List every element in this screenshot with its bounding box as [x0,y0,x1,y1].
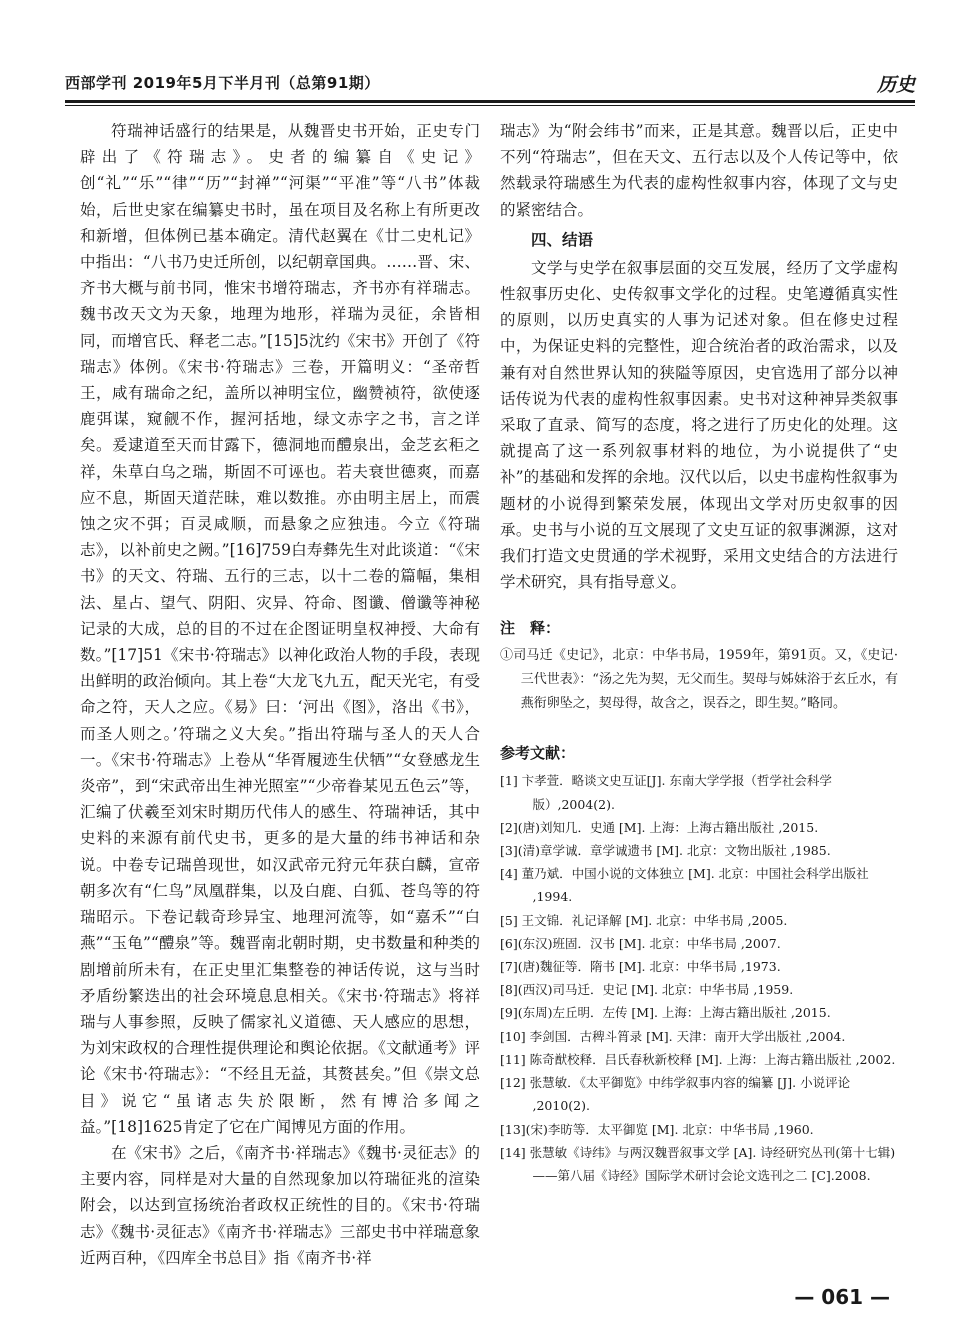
body-paragraph: 符瑞神话盛行的结果是，从魏晋史书开始，正史专门辟出了《符瑞志》。史者的编纂自《史记》创“礼”“乐”“律”“历”“封禅”“河渠”“平准”等“八书”体裁始，后世史家在编纂史书时，虽在项目及名称上有所更改和新增，但体例已基本确定。清代赵翼在《廿二史札记》中指出：“八书乃史迁所创，以纪朝章国典。……晋、宋、齐书大概与前书同，惟宋书增符瑞志，齐书亦有祥瑞志。魏书改天文为天象，地理为地形，祥瑞为灵征，余皆相同，而增官氏、释老二志。”[15]5沈约《宋书》开创了《符瑞志》体例。《宋书·符瑞志》三卷，开篇明义：“圣帝哲王，咸有瑞命之纪，盖所以神明宝位，幽赞祯符，欲使逐鹿弭谋，窥觎不作，握河括地，绿文赤字之书，言之详矣。爰逮道至天而甘露下，德洞地而醴泉出，金芝玄秬之祥，朱草白乌之瑞，斯固不可诬也。若夫衰世德爽，而嘉应不息，斯固天道茫昧，难以数推。亦由明主居上，而震蚀之灾不弭；百灵咸顺，而悬象之应独违。今立《符瑞志》，以补前史之阙。”[16]759白寿彝先生对此谈道：“《宋书》的天文、符瑞、五行的三志，以十二卷的篇幅，集相法、星占、望气、阴阳、灾异、符命、图谶、僧谶等神秘记录的大成，总的目的不过在企图证明皇权神授、大命有数。”[17]51《宋书·符瑞志》以神化政治人物的手段，表现出鲜明的政治倾向。其上卷“大龙飞九五，配天光宅，有受命之符，天人之应。《易》曰：‘河出《图》，洛出《书》，而圣人则之。’符瑞之义大矣。”指出符瑞与圣人的天人合一。《宋书·符瑞志》上卷从“华胥履迹生伏牺”“女登感龙生炎帝”，到“宋武帝出生神光照室”“少帝眷某见五色云”等，汇编了伏羲至刘宋时期历代伟人的感生、符瑞神话，其中史料的来源有前代史书，更多的是大量的纬书神话和杂说。中卷专记瑞兽现世，如汉武帝元狩元年获白麟，宣帝朝多次有“仁鸟”凤凰群集，以及白鹿、白狐、苍鸟等的符瑞昭示。下卷记载奇珍异宝、地理河流等，如“嘉禾”“白燕”“玉龟”“醴泉”等。魏晋南北朝时期，史书数量和种类的剧增前所未有，在正史里汇集整卷的神话传说，这与当时矛盾纷繁迭出的社会环境息息相关。《宋书·符瑞志》将祥瑞与人事参照，反映了儒家礼义道德、天人感应的思想，为刘宋政权的合理性提供理论和舆论依据。《文献通考》评论《宋书·符瑞志》：“不经且无益，其赘甚矣。”但《崇文总目》说它“虽诸志失於限断，然有博洽多闻之益。”[18]1625肯定了它在广闻博见方面的作用。 [80,122,480,1136]
reference-item: [6](东汉)班固．汉书 [M]. 北京：中华书局 ,2007. [500,935,781,951]
reference-item: [4] 董乃斌．中国小说的文体独立 [M]. 北京：中国社会科学出版社 ,1994. [500,866,869,905]
reference-item: [13](宋)李昉等．太平御览 [M]. 北京：中华书局 ,1960. [500,1121,814,1137]
notes-title: 注 释： [500,619,561,638]
reference-item: [8](西汉)司马迁．史记 [M]. 北京：中华书局 ,1959. [500,982,794,998]
reference-item: [7](唐)魏征等．隋书 [M]. 北京：中华书局 ,1973. [500,959,781,975]
reference-item: [5] 王文锦．礼记译解 [M]. 北京：中华书局 ,2005. [500,912,788,928]
page-number: — 061 — [794,1285,890,1309]
left-column [80,118,480,1271]
note-item: ①司马迁《史记》，北京：中华书局，1959年，第91页。又，《史记·三代世表》：“汤之先为契，无父而生。契母与姊妹浴于玄丘水，有燕衔卵坠之，契母得，故含之，误吞之，即生契。”略同。 [500,648,898,712]
right-column [500,118,898,1187]
reference-item: [14] 张慧敏《诗纬》与两汉魏晋叙事文学 [A]. 诗经研究丛刊(第十七辑)——第八届《诗经》国际学术研讨会论文选刊之二 [C].2008. [500,1144,896,1183]
reference-item: [10] 李剑国．古稗斗筲录 [M]. 天津：南开大学出版社 ,2004. [500,1028,846,1044]
header-rule [65,100,915,103]
reference-item: [9](东周)左丘明．左传 [M]. 上海：上海古籍出版社 ,2015. [500,1005,831,1021]
conclusion-paragraph: 文学与史学在叙事层面的交互发展，经历了文学虚构性叙事历史化、史传叙事文学化的过程。史笔遵循真实性的原则，以历史真实的人事为记述对象。但在修史过程中，为保证史料的完整性，迎合统治者的政治需求，以及兼有对自然世界认知的狭隘等原因，史官选用了部分以神话传说为代表的虚构性叙事因素。史书对这种神异类叙事采取了直录、简写的态度，将之进行了历史化的处理。这就提高了这一系列叙事材料的地位，为小说提供了“史补”的基础和发挥的余地。汉代以后，以史书虚构性叙事为题材的小说得到繁荣发展，体现出文学对历史叙事的因承。史书与小说的互文展现了文史互证的叙事渊源，这对我们打造文史贯通的学术视野，采用文史结合的方法进行学术研究，具有指导意义。 [500,258,898,592]
reference-item: [3](清)章学诚．章学诚遗书 [M]. 北京：文物出版社 ,1985. [500,843,831,859]
body-paragraph-continued: 瑞志》为“附会纬书”而来，正是其意。魏晋以后，正史中不列“符瑞志”，但在天文、五行志以及个人传记等中，依然载录符瑞感生为代表的虚构性叙事内容，体现了文与史的紧密结合。 [500,122,898,219]
reference-item: [12] 张慧敏．《太平御览》中纬学叙事内容的编纂 [J]. 小说评论 ,2010(2). [500,1075,851,1114]
body-paragraph: 在《宋书》之后，《南齐书·祥瑞志》《魏书·灵征志》的主要内容，同样是对大量的自然现象加以符瑞征兆的渲染附会，以达到宣扬统治者政权正统性的目的。《宋书·符瑞志》《魏书·灵征志》《南齐书·祥瑞志》三部史书中祥瑞意象近两百种，《四库全书总目》指《南齐书·祥 [80,1143,480,1267]
reference-list [500,769,898,1187]
reference-item: [11] 陈奇猷校释．吕氏春秋新校释 [M]. 上海：上海古籍出版社 ,2002. [500,1051,896,1067]
references-title: 参考文献： [500,744,576,763]
reference-item: [2](唐)刘知几．史通 [M]. 上海：上海古籍出版社 ,2015. [500,819,819,835]
section-label: 历史 [876,74,915,96]
reference-item: [1] 卞孝萱．略谈文史互证[J]. 东南大学学报（哲学社会科学版）,2004(2). [500,773,832,812]
journal-title: 西部学刊 2019年5月下半月刊（总第91期） [65,74,380,92]
section-heading: 四、结语 [531,230,594,249]
page-header [65,68,915,98]
header-rule-thin [65,105,915,106]
